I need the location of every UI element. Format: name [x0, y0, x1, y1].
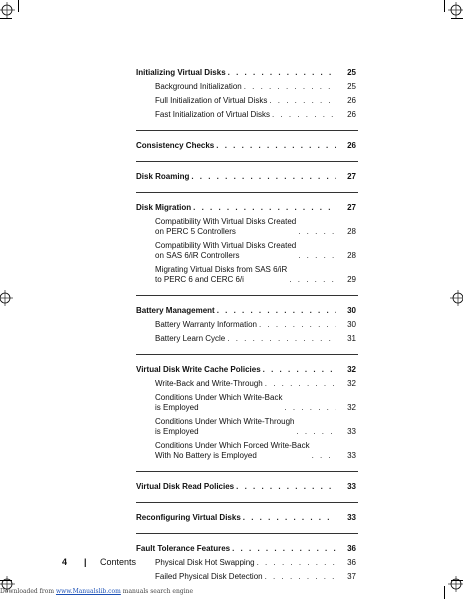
source-note-prefix: Downloaded from — [0, 588, 56, 595]
footer-page-number: 4 — [62, 557, 68, 567]
registration-mark-middle-left — [0, 290, 13, 306]
toc-subsection-entry[interactable] — [136, 96, 356, 106]
dot-leader — [269, 96, 336, 106]
crop-mark — [451, 18, 463, 19]
toc-page-number: 29 — [347, 275, 356, 284]
toc-subsection-title: Conditions Under Which Write-Through is Employed — [155, 417, 295, 436]
section-divider — [136, 130, 358, 131]
toc-section-title: Virtual Disk Write Cache Policies — [136, 365, 261, 374]
dot-leader — [228, 68, 336, 78]
toc-subsection-entry[interactable] — [136, 417, 356, 437]
dot-leader — [217, 306, 336, 316]
toc-section-entry[interactable] — [136, 68, 356, 78]
dot-leader — [227, 334, 336, 344]
dot-leader — [263, 365, 336, 375]
dot-leader — [272, 110, 336, 120]
toc-subsection-entry[interactable] — [136, 441, 356, 461]
section-spacer — [136, 151, 356, 172]
toc-page-number: 37 — [347, 572, 356, 581]
source-note-suffix: manuals search engine — [120, 588, 194, 595]
toc-subsection-title: Battery Warranty Information — [155, 320, 257, 329]
toc-page-number: 25 — [347, 82, 356, 91]
toc-section-title: Disk Roaming — [136, 172, 190, 181]
dot-leader — [193, 203, 336, 213]
toc-subsection-title: Compatibility With Virtual Disks Created on SAS 6/iR Controllers — [155, 241, 297, 260]
section-spacer — [136, 120, 356, 141]
dot-leader — [265, 379, 336, 389]
toc-page-number: 26 — [347, 110, 356, 119]
toc-subsection-title: Fast Initialization of Virtual Disks — [155, 110, 271, 119]
registration-mark-middle-right — [450, 290, 463, 306]
toc-section-entry[interactable] — [136, 513, 356, 523]
toc-subsection-title: Write-Back and Write-Through — [155, 379, 263, 388]
toc-section-entry[interactable] — [136, 544, 356, 554]
dot-leader — [289, 275, 336, 285]
section-spacer — [136, 182, 356, 203]
dot-leader — [243, 513, 336, 523]
dot-leader — [259, 320, 336, 330]
dot-leader — [298, 251, 336, 261]
toc-subsection-entry[interactable] — [136, 393, 356, 413]
toc-subsection-entry[interactable] — [136, 217, 356, 237]
toc-subsection-title: Physical Disk Hot Swapping — [155, 558, 255, 567]
toc-subsection-title: Compatibility With Virtual Disks Created on PERC 5 Controllers — [155, 217, 297, 236]
crop-mark — [18, 0, 19, 12]
toc-section-title: Fault Tolerance Features — [136, 544, 231, 553]
footer-separator: | — [84, 557, 87, 567]
toc-page-number: 32 — [347, 403, 356, 412]
toc-page-number: 36 — [347, 558, 356, 567]
toc-section-entry[interactable] — [136, 365, 356, 375]
section-divider — [136, 502, 358, 503]
toc-page-number: 27 — [347, 203, 356, 212]
section-spacer — [136, 492, 356, 513]
toc-page-number: 27 — [347, 172, 356, 181]
toc-page-number: 28 — [347, 251, 356, 260]
toc-section-entry[interactable] — [136, 482, 356, 492]
toc-page-number: 28 — [347, 227, 356, 236]
dot-leader — [296, 427, 336, 437]
toc-page-number: 30 — [347, 306, 356, 315]
dot-leader — [191, 172, 336, 182]
toc-section-entry[interactable] — [136, 141, 356, 151]
dot-leader — [236, 482, 336, 492]
section-divider — [136, 161, 358, 162]
section-spacer — [136, 523, 356, 544]
toc-subsection-entry[interactable] — [136, 572, 356, 582]
registration-mark-top-left — [0, 2, 15, 18]
toc-page-number: 36 — [347, 544, 356, 553]
source-link[interactable]: www.Manualslib.com — [55, 588, 121, 595]
section-divider — [136, 533, 358, 534]
footer-section-title: Contents — [100, 557, 137, 567]
section-divider — [136, 192, 358, 193]
toc-section-title: Disk Migration — [136, 203, 192, 212]
toc-subsection-entry[interactable] — [136, 558, 356, 568]
toc-subsection-title: Failed Physical Disk Detection — [155, 572, 263, 581]
dot-leader — [232, 544, 336, 554]
crop-mark — [0, 580, 12, 581]
toc-subsection-entry[interactable] — [136, 82, 356, 92]
toc-section-entry[interactable] — [136, 203, 356, 213]
dot-leader — [265, 572, 336, 582]
toc-subsection-title: Conditions Under Which Write-Back is Employed — [155, 393, 283, 412]
toc-subsection-title: Full Initialization of Virtual Disks — [155, 96, 268, 105]
dot-leader — [216, 141, 336, 151]
toc-page-number: 33 — [347, 513, 356, 522]
registration-mark-bottom-right — [448, 576, 463, 592]
crop-mark — [0, 18, 12, 19]
dot-leader — [244, 82, 336, 92]
section-divider — [136, 354, 358, 355]
toc-subsection-entry[interactable] — [136, 379, 356, 389]
toc-section-entry[interactable] — [136, 306, 356, 316]
toc-subsection-entry[interactable] — [136, 334, 356, 344]
toc-subsection-entry[interactable] — [136, 110, 356, 120]
dot-leader — [284, 403, 336, 413]
toc-subsection-title: Battery Learn Cycle — [155, 334, 226, 343]
toc-page-number: 32 — [347, 379, 356, 388]
toc-page-number: 26 — [347, 96, 356, 105]
crop-mark — [444, 0, 445, 12]
toc-subsection-entry[interactable] — [136, 241, 356, 261]
section-spacer — [136, 344, 356, 365]
crop-mark — [444, 586, 445, 599]
section-spacer — [136, 461, 356, 482]
section-divider — [136, 471, 358, 472]
table-of-contents — [136, 68, 356, 582]
toc-subsection-title: Background Initialization — [155, 82, 242, 91]
toc-section-entry[interactable] — [136, 172, 356, 182]
toc-page-number: 33 — [347, 482, 356, 491]
toc-page-number: 32 — [347, 365, 356, 374]
download-source-note — [0, 588, 193, 595]
toc-subsection-entry[interactable] — [136, 320, 356, 330]
dot-leader — [298, 227, 336, 237]
toc-page-number: 30 — [347, 320, 356, 329]
toc-section-title: Consistency Checks — [136, 141, 215, 150]
toc-section-title: Reconfiguring Virtual Disks — [136, 513, 241, 522]
toc-page-number: 26 — [347, 141, 356, 150]
dot-leader — [312, 451, 336, 461]
toc-section-title: Virtual Disk Read Policies — [136, 482, 235, 491]
section-divider — [136, 295, 358, 296]
toc-subsection-entry[interactable] — [136, 265, 356, 285]
section-spacer — [136, 285, 356, 306]
toc-subsection-title: Conditions Under Which Forced Write-Back With No Battery is Employed — [155, 441, 310, 460]
toc-page-number: 25 — [347, 68, 356, 77]
toc-section-title: Initializing Virtual Disks — [136, 68, 226, 77]
toc-page-number: 33 — [347, 451, 356, 460]
registration-mark-top-right — [448, 2, 463, 18]
toc-page-number: 31 — [347, 334, 356, 343]
toc-subsection-title: Migrating Virtual Disks from SAS 6/iR to PERC 6 and CERC 6/i — [155, 265, 288, 284]
dot-leader — [257, 558, 336, 568]
toc-section-title: Battery Management — [136, 306, 215, 315]
toc-page-number: 33 — [347, 427, 356, 436]
crop-mark — [451, 580, 463, 581]
